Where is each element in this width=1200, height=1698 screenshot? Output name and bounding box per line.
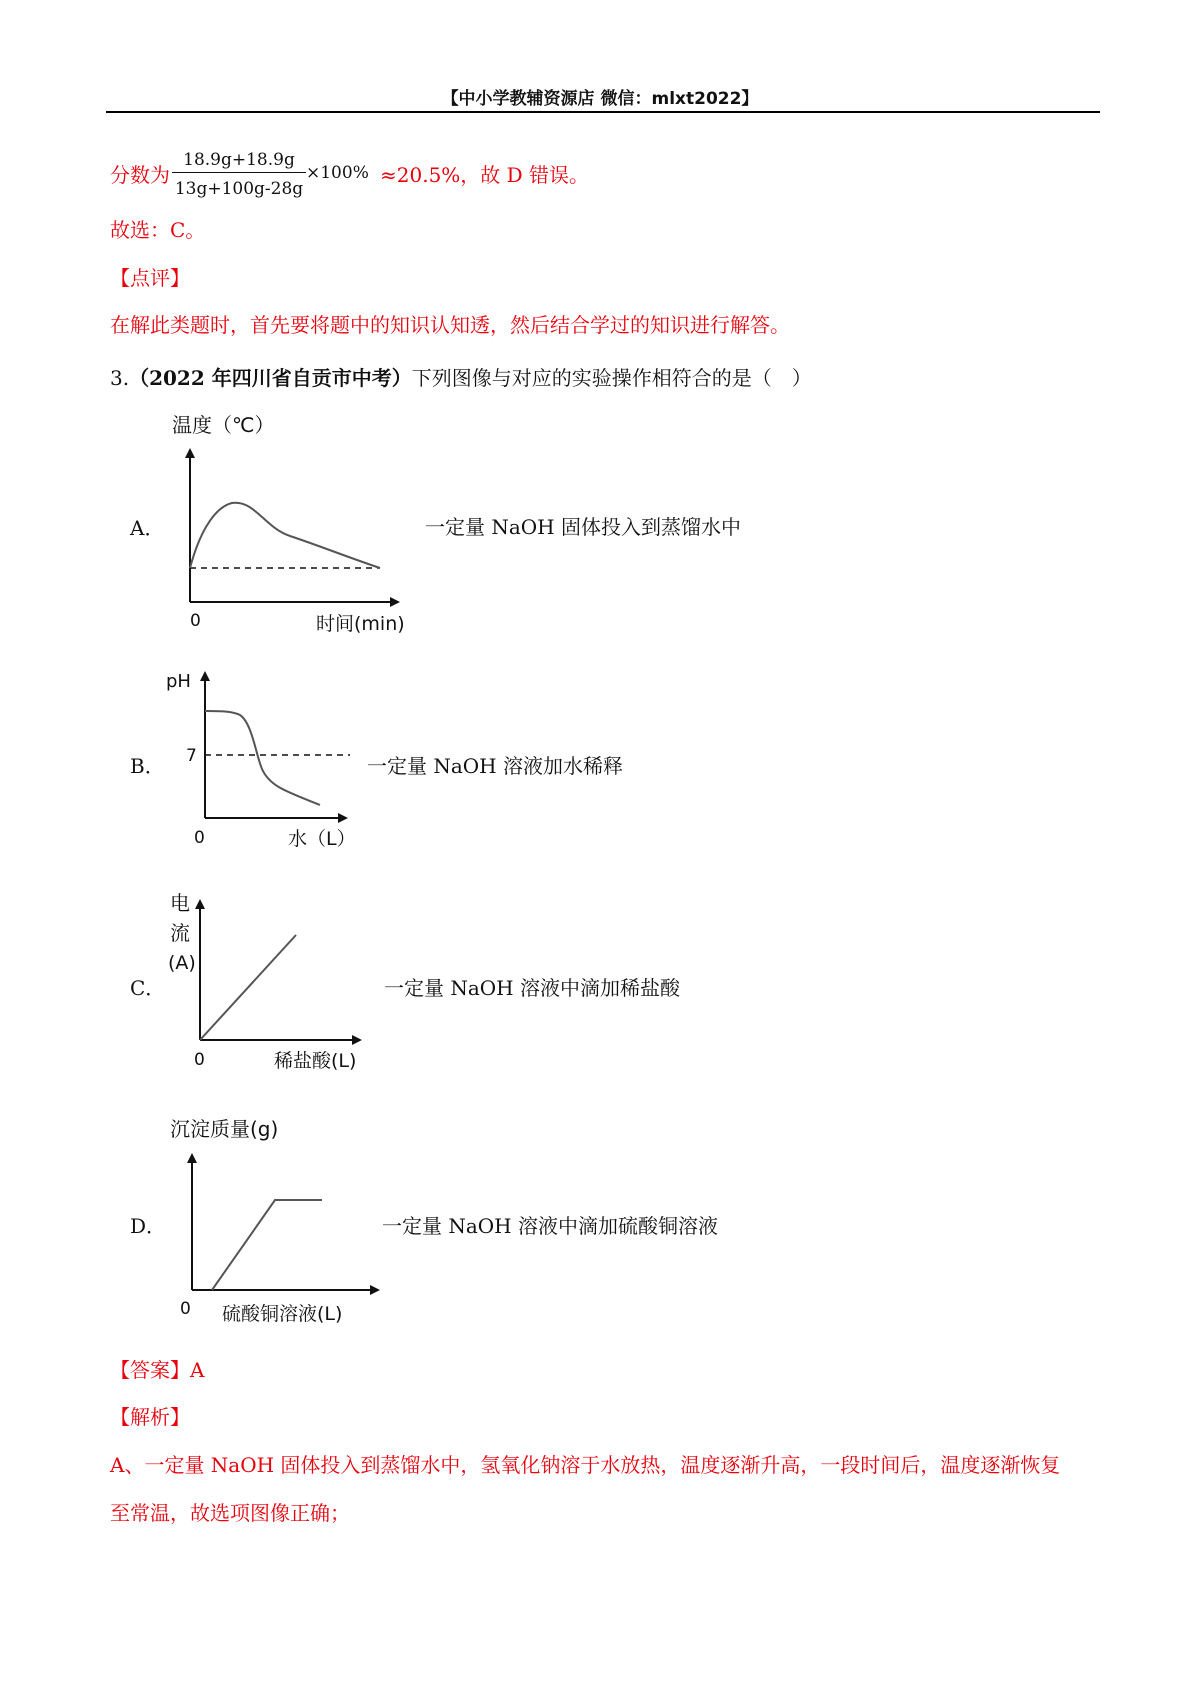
answer-value: A — [190, 1358, 205, 1382]
option-a-text: 一定量 NaOH 固体投入到蒸馏水中 — [425, 515, 741, 539]
graph-a-origin: 0 — [190, 611, 201, 631]
option-b-text: 一定量 NaOH 溶液加水稀释 — [367, 754, 623, 778]
graph-b-curve — [205, 711, 320, 805]
graph-d-xlabel: 硫酸铜溶液(L) — [222, 1303, 343, 1325]
formula-times: ×100% — [306, 163, 369, 183]
graph-c-line — [200, 935, 296, 1040]
answer-label: 【答案】 — [110, 1358, 190, 1382]
graph-c-ylabel-3: (A) — [168, 952, 196, 974]
analysis-line-2: 至常温，故选项图像正确； — [110, 1501, 350, 1525]
option-c-letter: C． — [130, 976, 166, 1000]
formula-suffix: ≈20.5%，故 D 错误。 — [380, 163, 590, 187]
page-header: 【中小学教辅资源店 微信：mlxt2022】 — [441, 89, 759, 109]
graph-b — [160, 665, 360, 865]
question-source: （2022 年四川省自贡市中考） — [129, 366, 412, 390]
graph-c-ylabel-1: 电 — [170, 891, 190, 915]
graph-c-xlabel: 稀盐酸(L) — [274, 1050, 357, 1072]
graph-d-origin: 0 — [180, 1299, 191, 1319]
question-line — [110, 362, 812, 391]
graph-b-xlabel: 水（L） — [288, 828, 356, 850]
question-number: 3. — [110, 366, 130, 390]
choice-line: 故选：C。 — [110, 218, 206, 242]
analysis-label: 【解析】 — [110, 1405, 190, 1429]
graph-d-ylabel: 沉淀质量(g) — [170, 1117, 279, 1141]
graph-c — [160, 885, 390, 1085]
option-d-text: 一定量 NaOH 溶液中滴加硫酸铜溶液 — [382, 1214, 718, 1238]
question-text: 下列图像与对应的实验操作相符合的是（ ） — [411, 366, 812, 390]
option-a-letter: A． — [130, 516, 165, 540]
option-b-letter: B． — [130, 754, 165, 778]
fraction-denominator: 13g+100g-28g — [174, 179, 304, 199]
graph-b-ylabel: pH — [166, 671, 191, 692]
answer-line — [110, 1360, 204, 1380]
header-divider — [106, 111, 1100, 113]
option-d-letter: D． — [130, 1214, 167, 1238]
graph-b-origin: 0 — [194, 828, 205, 848]
analysis-line-1: A、一定量 NaOH 固体投入到蒸馏水中，氢氧化钠溶于水放热，温度逐渐升高，一段时间后，温度逐渐恢复 — [110, 1453, 1061, 1477]
comment-text: 在解此类题时，首先要将题中的知识认知透，然后结合学过的知识进行解答。 — [110, 313, 790, 337]
graph-a — [160, 408, 430, 638]
graph-a-curve — [190, 503, 380, 568]
graph-c-origin: 0 — [194, 1050, 205, 1070]
graph-b-ref-label: 7 — [186, 746, 197, 766]
formula-prefix: 分数为 — [110, 163, 170, 187]
comment-heading: 【点评】 — [110, 266, 190, 290]
graph-d-curve — [212, 1200, 322, 1290]
graph-a-xlabel: 时间(min) — [316, 613, 405, 635]
graph-c-ylabel-2: 流 — [170, 921, 190, 945]
fraction-numerator: 18.9g+18.9g — [183, 150, 295, 170]
graph-a-ylabel: 温度（℃） — [172, 413, 275, 437]
option-c-text: 一定量 NaOH 溶液中滴加稀盐酸 — [384, 976, 680, 1000]
graph-d — [160, 1110, 400, 1335]
fraction-bar — [172, 172, 306, 173]
